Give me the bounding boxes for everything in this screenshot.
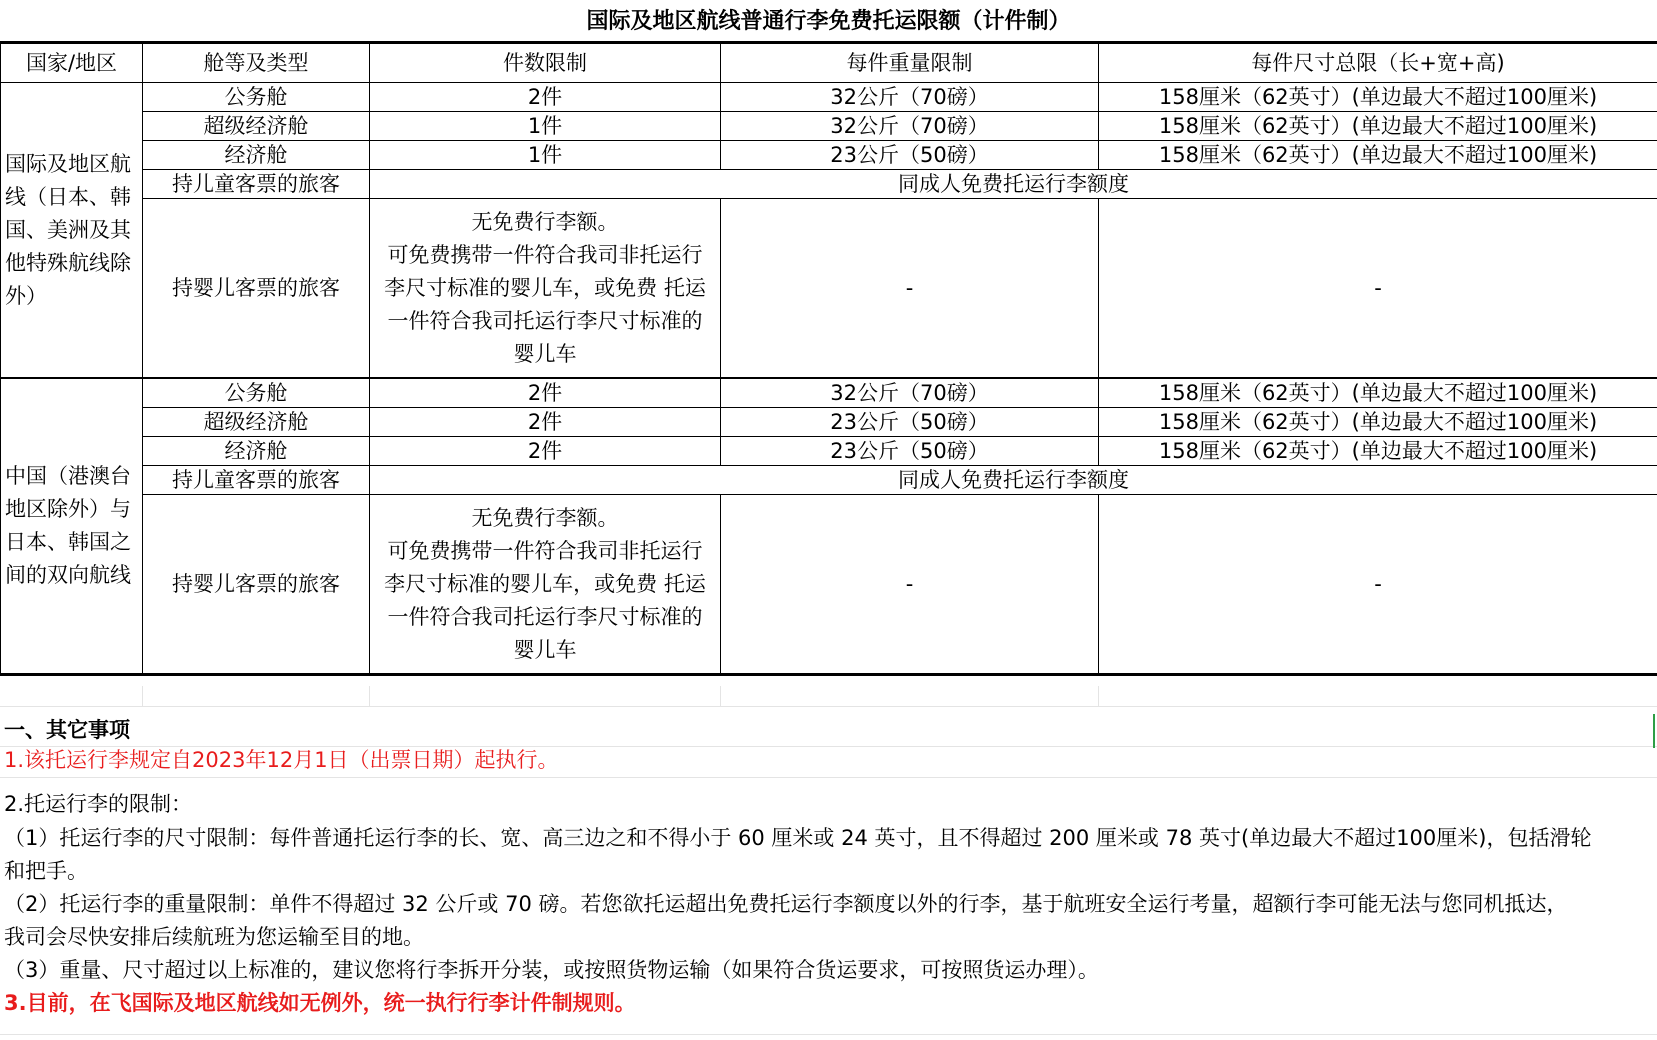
pieces-cell: 2件 [370, 83, 721, 112]
infant-line: 可免费携带一件符合我司非托运行 [387, 242, 703, 267]
header-cabin: 舱等及类型 [143, 44, 370, 83]
weight-cell: 23公斤（50磅） [721, 141, 1099, 170]
weight-cell: 23公斤（50磅） [721, 408, 1099, 437]
grid-line [142, 686, 143, 706]
infant-line: 可免费携带一件符合我司非托运行 [387, 538, 703, 563]
cabin-cell: 超级经济舱 [143, 408, 370, 437]
note-item-2-1-cont: 和把手。 [4, 859, 88, 883]
note-item-2-1: （1）托运行李的尺寸限制：每件普通托运行李的长、宽、高三边之和不得小于 60 厘米或 24 英寸，且不得超过 200 厘米或 78 英寸(单边最大不超过100厘米)，包括滑轮 [4, 826, 1592, 850]
cabin-cell: 经济舱 [143, 437, 370, 466]
table-row [1, 170, 1657, 199]
note-item-3: 3.目前，在飞国际及地区航线如无例外，统一执行行李计件制规则。 [4, 991, 636, 1015]
header-weight: 每件重量限制 [721, 44, 1099, 83]
header-pieces: 件数限制 [370, 44, 721, 83]
note-item-2-2: （2）托运行李的重量限制：单件不得超过 32 公斤或 70 磅。若您欲托运超出免费托运行李额度以外的行李，基于航班安全运行考量，超额行李可能无法与您同机抵达， [4, 892, 1568, 916]
weight-cell: 32公斤（70磅） [721, 83, 1099, 112]
pieces-cell: 1件 [370, 112, 721, 141]
cabin-cell: 公务舱 [143, 378, 370, 408]
note-item-2: 2.托运行李的限制： [4, 792, 193, 816]
infant-size: - [1099, 199, 1657, 379]
note-item-2-2-cont: 我司会尽快安排后续航班为您运输至目的地。 [4, 925, 424, 949]
table-row [1, 437, 1657, 466]
table-row [1, 466, 1657, 495]
table-row [1, 495, 1657, 674]
infant-pieces [370, 495, 721, 674]
header-country: 国家/地区 [1, 44, 143, 83]
region-cell: 国际及地区航线（日本、韩国、美洲及其他特殊航线除外） [1, 83, 143, 379]
cabin-cell: 超级经济舱 [143, 112, 370, 141]
size-cell: 158厘米（62英寸）(单边最大不超过100厘米) [1099, 437, 1657, 466]
grid-line [720, 686, 721, 706]
infant-line: 婴儿车 [513, 637, 577, 662]
child-label: 持儿童客票的旅客 [143, 170, 370, 199]
infant-line: 一件符合我司托运行李尺寸标准的 [387, 308, 703, 333]
weight-cell: 32公斤（70磅） [721, 378, 1099, 408]
grid-line [1098, 686, 1099, 706]
baggage-allowance-table [0, 43, 1657, 674]
table-row [1, 83, 1657, 112]
header-row [1, 44, 1657, 83]
table-title: 国际及地区航线普通行李免费托运限额（计件制） [586, 9, 1071, 34]
infant-line: 一件符合我司托运行李尺寸标准的 [387, 604, 703, 629]
infant-size: - [1099, 495, 1657, 674]
grid-line [0, 1034, 1657, 1035]
weight-cell: 32公斤（70磅） [721, 112, 1099, 141]
size-cell: 158厘米（62英寸）(单边最大不超过100厘米) [1099, 112, 1657, 141]
infant-label: 持婴儿客票的旅客 [143, 495, 370, 674]
infant-weight: - [721, 495, 1099, 674]
size-cell: 158厘米（62英寸）(单边最大不超过100厘米) [1099, 141, 1657, 170]
infant-line: 李尺寸标准的婴儿车，或免费 托运 [384, 275, 706, 300]
infant-pieces [370, 199, 721, 379]
table-row [1, 199, 1657, 379]
pieces-cell: 1件 [370, 141, 721, 170]
header-size: 每件尺寸总限（长+宽+高) [1099, 44, 1657, 83]
infant-line: 婴儿车 [513, 341, 577, 366]
pieces-cell: 2件 [370, 437, 721, 466]
size-cell: 158厘米（62英寸）(单边最大不超过100厘米) [1099, 378, 1657, 408]
infant-weight: - [721, 199, 1099, 379]
cabin-cell: 公务舱 [143, 83, 370, 112]
cabin-cell: 经济舱 [143, 141, 370, 170]
grid-line [0, 777, 1657, 778]
grid-line [0, 706, 1657, 707]
child-label: 持儿童客票的旅客 [143, 466, 370, 495]
infant-line: 无免费行李额。 [471, 505, 619, 530]
weight-cell: 23公斤（50磅） [721, 437, 1099, 466]
pieces-cell: 2件 [370, 378, 721, 408]
table-row [1, 112, 1657, 141]
size-cell: 158厘米（62英寸）(单边最大不超过100厘米) [1099, 83, 1657, 112]
pieces-cell: 2件 [370, 408, 721, 437]
grid-line [369, 686, 370, 706]
table-row [1, 408, 1657, 437]
infant-line: 无免费行李额。 [471, 209, 619, 234]
child-value: 同成人免费托运行李额度 [370, 170, 1657, 199]
note-item-2-3: （3）重量、尺寸超过以上标准的，建议您将行李拆开分装，或按照货物运输（如果符合货运要求，可按照货运办理）。 [4, 958, 1099, 982]
infant-label: 持婴儿客票的旅客 [143, 199, 370, 379]
child-value: 同成人免费托运行李额度 [370, 466, 1657, 495]
table-row [1, 378, 1657, 408]
infant-line: 李尺寸标准的婴儿车，或免费 托运 [384, 571, 706, 596]
table-row [1, 141, 1657, 170]
notes-heading: 一、其它事项 [4, 718, 130, 742]
cell-selection-edge [1653, 714, 1655, 748]
region-cell: 中国（港澳台地区除外）与日本、韩国之间的双向航线 [1, 378, 143, 674]
size-cell: 158厘米（62英寸）(单边最大不超过100厘米) [1099, 408, 1657, 437]
note-item-1: 1.该托运行李规定自2023年12月1日（出票日期）起执行。 [4, 748, 559, 772]
